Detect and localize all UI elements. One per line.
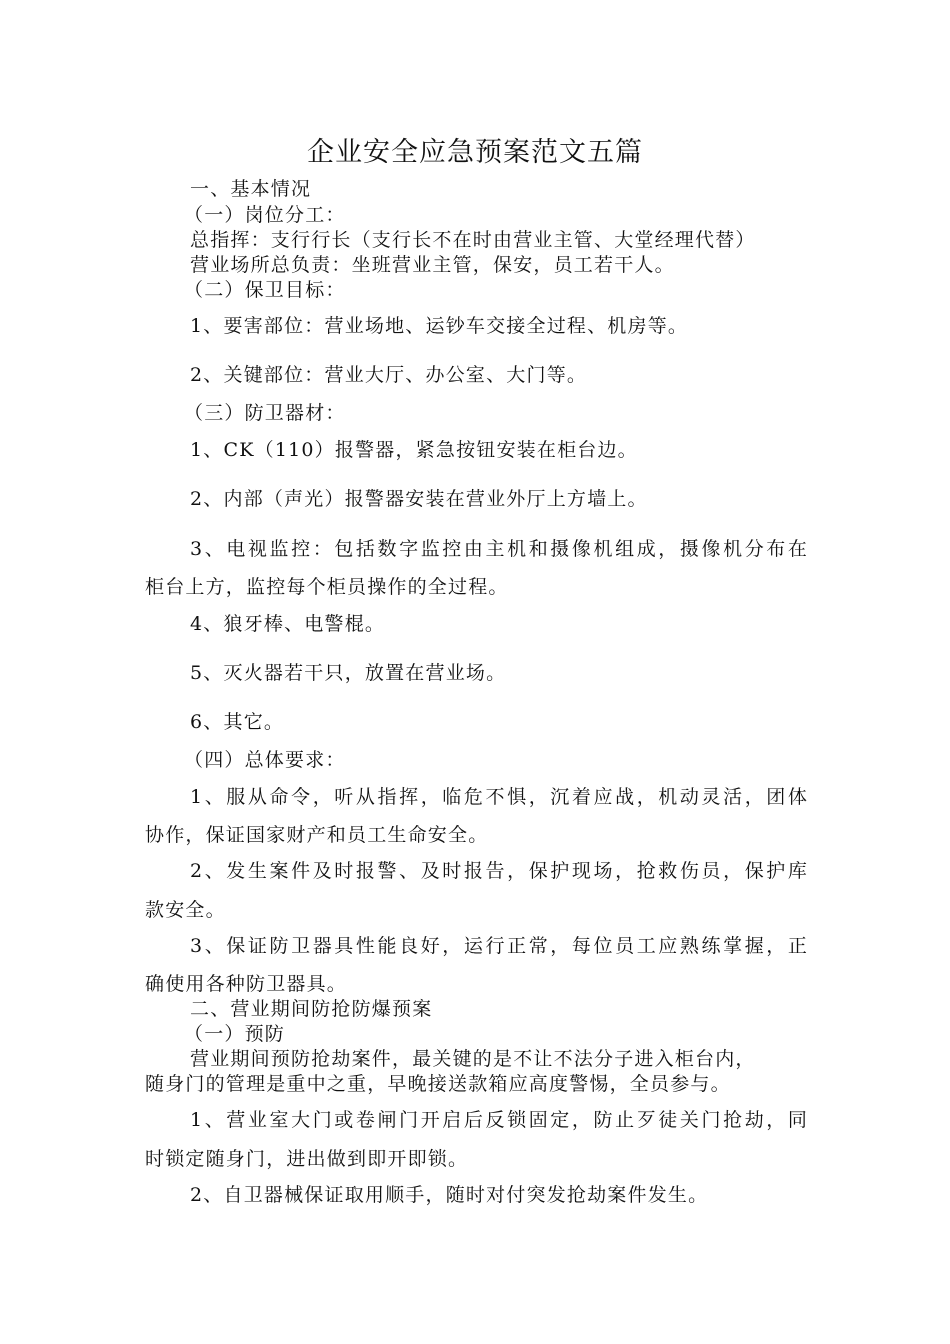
subheading-targets: （二）保卫目标： xyxy=(184,279,346,301)
paragraph-line: 营业期间预防抢劫案件，最关键的是不让不法分子进入柜台内， xyxy=(190,1048,756,1070)
paragraph-commander: 总指挥：支行行长（支行长不在时由营业主管、大堂经理代替） xyxy=(190,229,756,251)
section-heading-robbery: 二、营业期间防抢防爆预案 xyxy=(190,998,433,1020)
list-item: 6、其它。 xyxy=(190,711,285,733)
paragraph-line: 时锁定随身门，进出做到即开即锁。 xyxy=(145,1148,469,1170)
paragraph-line: 协作，保证国家财产和员工生命安全。 xyxy=(145,824,489,846)
list-item: 1、CK（110）报警器，紧急按钮安装在柜台边。 xyxy=(190,439,638,461)
paragraph-line: 2、发生案件及时报警、及时报告，保护现场，抢救伤员，保护库 xyxy=(190,860,810,882)
subheading-requirements: （四）总体要求： xyxy=(184,749,346,771)
subheading-equipment: （三）防卫器材： xyxy=(184,402,346,424)
paragraph-line: 1、营业室大门或卷闸门开启后反锁固定，防止歹徒关门抢劫，同 xyxy=(190,1109,810,1131)
subheading-prevention: （一）预防 xyxy=(184,1023,286,1045)
paragraph-site-lead: 营业场所总负责：坐班营业主管，保安，员工若干人。 xyxy=(190,254,675,276)
paragraph-line: 随身门的管理是重中之重，早晚接送款箱应高度警惕，全员参与。 xyxy=(145,1073,731,1095)
section-heading-basic: 一、基本情况 xyxy=(190,178,312,200)
paragraph-line: 柜台上方，监控每个柜员操作的全过程。 xyxy=(145,576,509,598)
document-title: 企业安全应急预案范文五篇 xyxy=(307,137,643,168)
list-item: 2、关键部位：营业大厅、办公室、大门等。 xyxy=(190,364,588,386)
list-item: 1、要害部位：营业场地、运钞车交接全过程、机房等。 xyxy=(190,315,689,337)
list-item: 2、自卫器械保证取用顺手，随时对付突发抢劫案件发生。 xyxy=(190,1184,709,1206)
list-item: 4、狼牙棒、电警棍。 xyxy=(190,613,386,635)
subheading-duties: （一）岗位分工： xyxy=(184,204,346,226)
list-item: 5、灭火器若干只，放置在营业场。 xyxy=(190,662,507,684)
list-item: 2、内部（声光）报警器安装在营业外厅上方墙上。 xyxy=(190,488,648,510)
paragraph-line: 3、保证防卫器具性能良好，运行正常，每位员工应熟练掌握，正 xyxy=(190,935,810,957)
paragraph-line: 1、服从命令，听从指挥，临危不惧，沉着应战，机动灵活，团体 xyxy=(190,786,810,808)
paragraph-line: 3、电视监控：包括数字监控由主机和摄像机组成，摄像机分布在 xyxy=(190,538,810,560)
paragraph-line: 确使用各种防卫器具。 xyxy=(145,973,348,995)
paragraph-line: 款安全。 xyxy=(145,899,226,921)
